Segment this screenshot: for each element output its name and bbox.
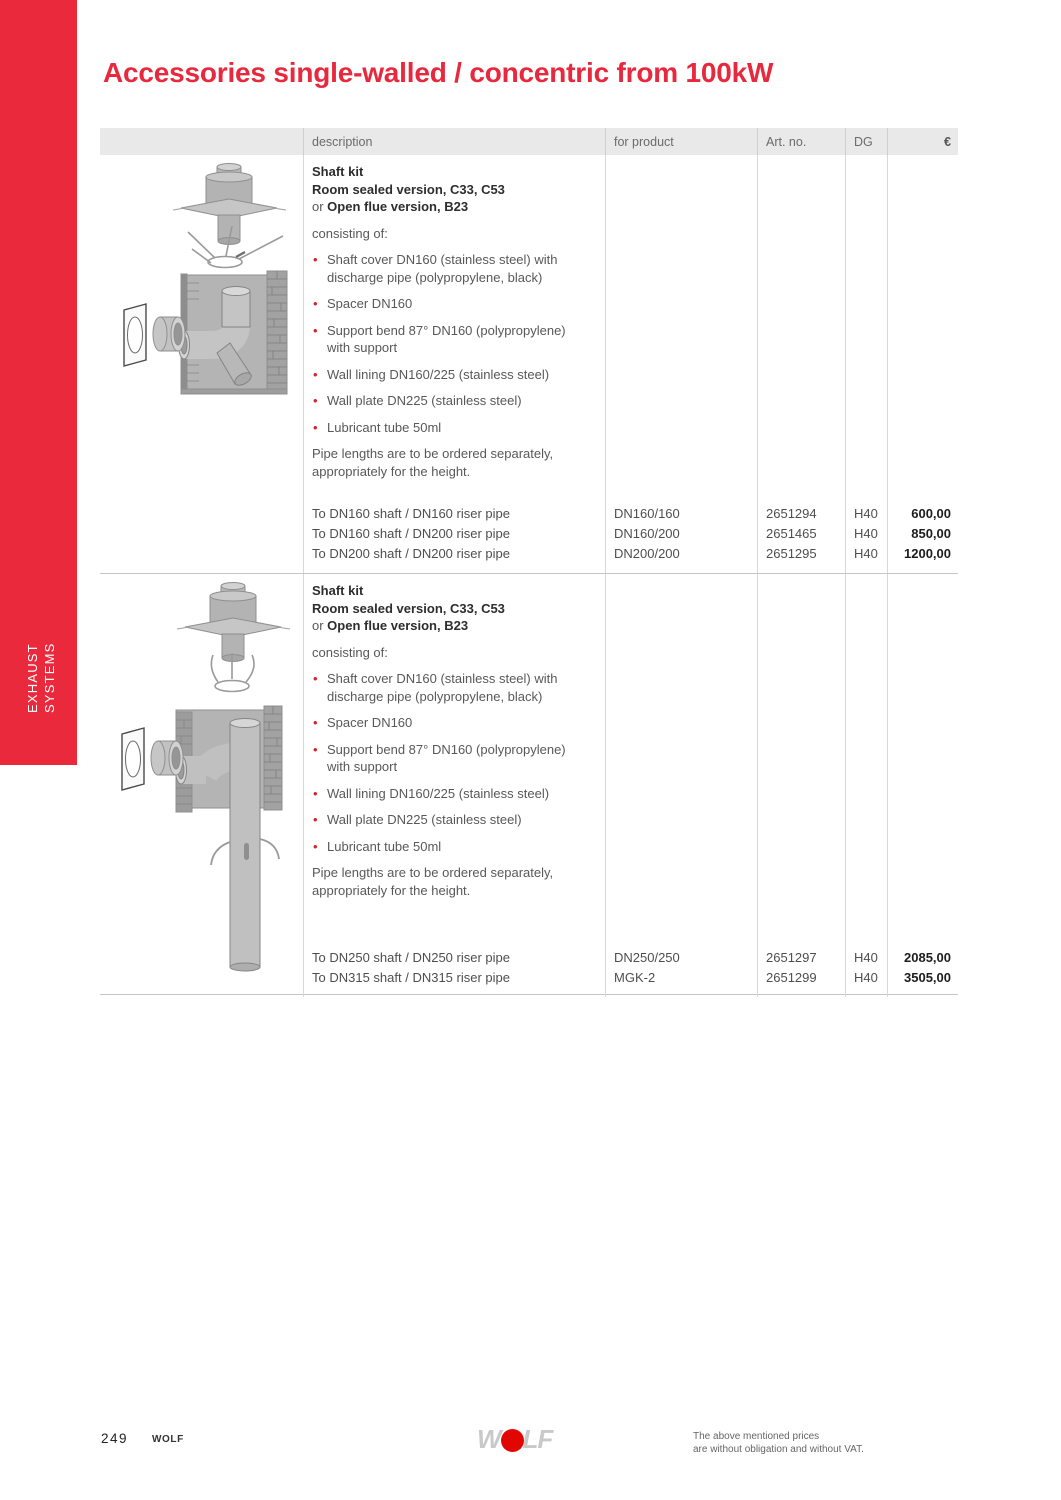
art-no-cell bbox=[757, 574, 845, 997]
for-product-cell bbox=[605, 155, 757, 573]
art-no-value: 2651297 bbox=[766, 950, 817, 966]
art-no-value: 2651295 bbox=[766, 546, 817, 562]
consisting-of-label: consisting of: bbox=[312, 225, 388, 241]
list-item: • Wall lining DN160/225 (stainless steel) bbox=[312, 366, 588, 384]
price-disclaimer-line1: The above mentioned prices bbox=[693, 1431, 820, 1442]
page-title: Accessories single-walled / concentric from 100kW bbox=[103, 57, 774, 88]
wolf-logo-lf: LF bbox=[522, 1424, 553, 1454]
sidebar-section-label bbox=[24, 642, 58, 713]
description-text bbox=[312, 582, 588, 947]
list-item: • Lubricant tube 50ml bbox=[312, 419, 588, 437]
list-item: • Shaft cover DN160 (stainless steel) with discharge pipe (polypropylene, black) bbox=[312, 670, 588, 705]
components-list bbox=[312, 670, 588, 855]
shaft-cover bbox=[173, 164, 286, 245]
sidebar-band bbox=[0, 0, 77, 765]
dg-value: H40 bbox=[854, 546, 878, 562]
variant-description: To DN160 shaft / DN200 riser pipe bbox=[312, 526, 510, 542]
kit-subtitle2: or Open flue version, B23 bbox=[312, 199, 469, 214]
price-value: 3505,00 bbox=[904, 970, 951, 986]
kit-subtitle1: Room sealed version, C33, C53 bbox=[312, 181, 505, 197]
dg-value: H40 bbox=[854, 526, 878, 542]
variant-description: To DN160 shaft / DN160 riser pipe bbox=[312, 505, 510, 521]
catalog-table bbox=[100, 128, 958, 995]
header-art-no: Art. no. bbox=[757, 128, 845, 155]
product-image-cell bbox=[100, 574, 303, 997]
for-product-value: DN200/200 bbox=[614, 546, 680, 562]
dg-value: H40 bbox=[854, 970, 878, 986]
kit-subtitle2: or Open flue version, B23 bbox=[312, 618, 469, 633]
for-product-value: DN250/250 bbox=[614, 950, 680, 966]
variant-descriptions bbox=[312, 503, 595, 564]
components-list bbox=[312, 251, 588, 436]
variant-description: To DN250 shaft / DN250 riser pipe bbox=[312, 950, 510, 966]
list-item: • Spacer DN160 bbox=[312, 295, 588, 313]
for-product-cell bbox=[605, 574, 757, 997]
header-for-product: for product bbox=[605, 128, 757, 155]
shaft-kit-illustration bbox=[118, 161, 303, 401]
wolf-logo-w: W bbox=[477, 1424, 501, 1454]
art-no-value: 2651465 bbox=[766, 526, 817, 542]
dg-cell bbox=[845, 574, 887, 997]
list-item: • Shaft cover DN160 (stainless steel) with discharge pipe (polypropylene, black) bbox=[312, 251, 588, 286]
shaft-kit-riser-illustration bbox=[118, 580, 303, 988]
header-image-column bbox=[100, 128, 303, 155]
list-item: • Spacer DN160 bbox=[312, 714, 588, 732]
price-value: 1200,00 bbox=[904, 546, 951, 562]
kit-subtitle1: Room sealed version, C33, C53 bbox=[312, 600, 505, 616]
dg-value: H40 bbox=[854, 505, 878, 521]
list-item: • Wall lining DN160/225 (stainless steel) bbox=[312, 785, 588, 803]
wolf-logo bbox=[477, 1424, 552, 1455]
kit-title: Shaft kit bbox=[312, 583, 364, 598]
sidebar-label-line1: EXHAUST bbox=[25, 643, 40, 713]
footer-brand-text: WOLF bbox=[152, 1434, 184, 1445]
header-dg: DG bbox=[845, 128, 887, 155]
ordering-note: Pipe lengths are to be ordered separately, appropriately for the height. bbox=[312, 446, 554, 479]
wall-plate bbox=[124, 304, 146, 366]
price-value: 600,00 bbox=[911, 505, 951, 521]
description-text bbox=[312, 163, 588, 503]
list-item: • Wall plate DN225 (stainless steel) bbox=[312, 392, 588, 410]
dg-cell bbox=[845, 155, 887, 573]
table-header-row bbox=[100, 128, 958, 155]
price-cell bbox=[887, 155, 958, 573]
list-item: • Support bend 87° DN160 (polypropylene) with support bbox=[312, 741, 588, 776]
header-description: description bbox=[303, 128, 605, 155]
sidebar-label-line2: SYSTEMS bbox=[42, 642, 57, 713]
spacer bbox=[211, 653, 254, 692]
wall-lining-ring bbox=[151, 741, 183, 775]
variant-description: To DN200 shaft / DN200 riser pipe bbox=[312, 546, 510, 562]
for-product-value: MGK-2 bbox=[614, 970, 656, 986]
for-product-value: DN160/160 bbox=[614, 505, 680, 521]
consisting-of-label: consisting of: bbox=[312, 644, 388, 660]
price-value: 2085,00 bbox=[904, 950, 951, 966]
list-item: • Wall plate DN225 (stainless steel) bbox=[312, 811, 588, 829]
variant-description: To DN315 shaft / DN315 riser pipe bbox=[312, 970, 510, 986]
price-disclaimer bbox=[693, 1430, 864, 1456]
header-euro: € bbox=[887, 128, 958, 155]
art-no-value: 2651294 bbox=[766, 505, 817, 521]
ordering-note: Pipe lengths are to be ordered separately, appropriately for the height. bbox=[312, 865, 554, 898]
wall-lining-ring bbox=[153, 317, 185, 351]
dg-value: H40 bbox=[854, 950, 878, 966]
kit-title: Shaft kit bbox=[312, 164, 364, 179]
wolf-logo-disc-icon bbox=[501, 1429, 524, 1452]
price-disclaimer-line2: are without obligation and without VAT. bbox=[693, 1444, 864, 1455]
price-cell bbox=[887, 574, 958, 997]
product-image-cell bbox=[100, 155, 303, 573]
list-item: • Lubricant tube 50ml bbox=[312, 838, 588, 856]
table-row bbox=[100, 574, 958, 995]
price-value: 850,00 bbox=[911, 526, 951, 542]
list-item: • Support bend 87° DN160 (polypropylene) with support bbox=[312, 322, 588, 357]
for-product-value: DN160/200 bbox=[614, 526, 680, 542]
description-cell bbox=[303, 155, 605, 573]
shaft-cover bbox=[177, 583, 290, 662]
page-number: 249 bbox=[101, 1431, 129, 1446]
table-row bbox=[100, 155, 958, 574]
description-cell bbox=[303, 574, 605, 997]
art-no-value: 2651299 bbox=[766, 970, 817, 986]
art-no-cell bbox=[757, 155, 845, 573]
wall-plate bbox=[122, 728, 144, 790]
variant-descriptions bbox=[312, 947, 595, 988]
